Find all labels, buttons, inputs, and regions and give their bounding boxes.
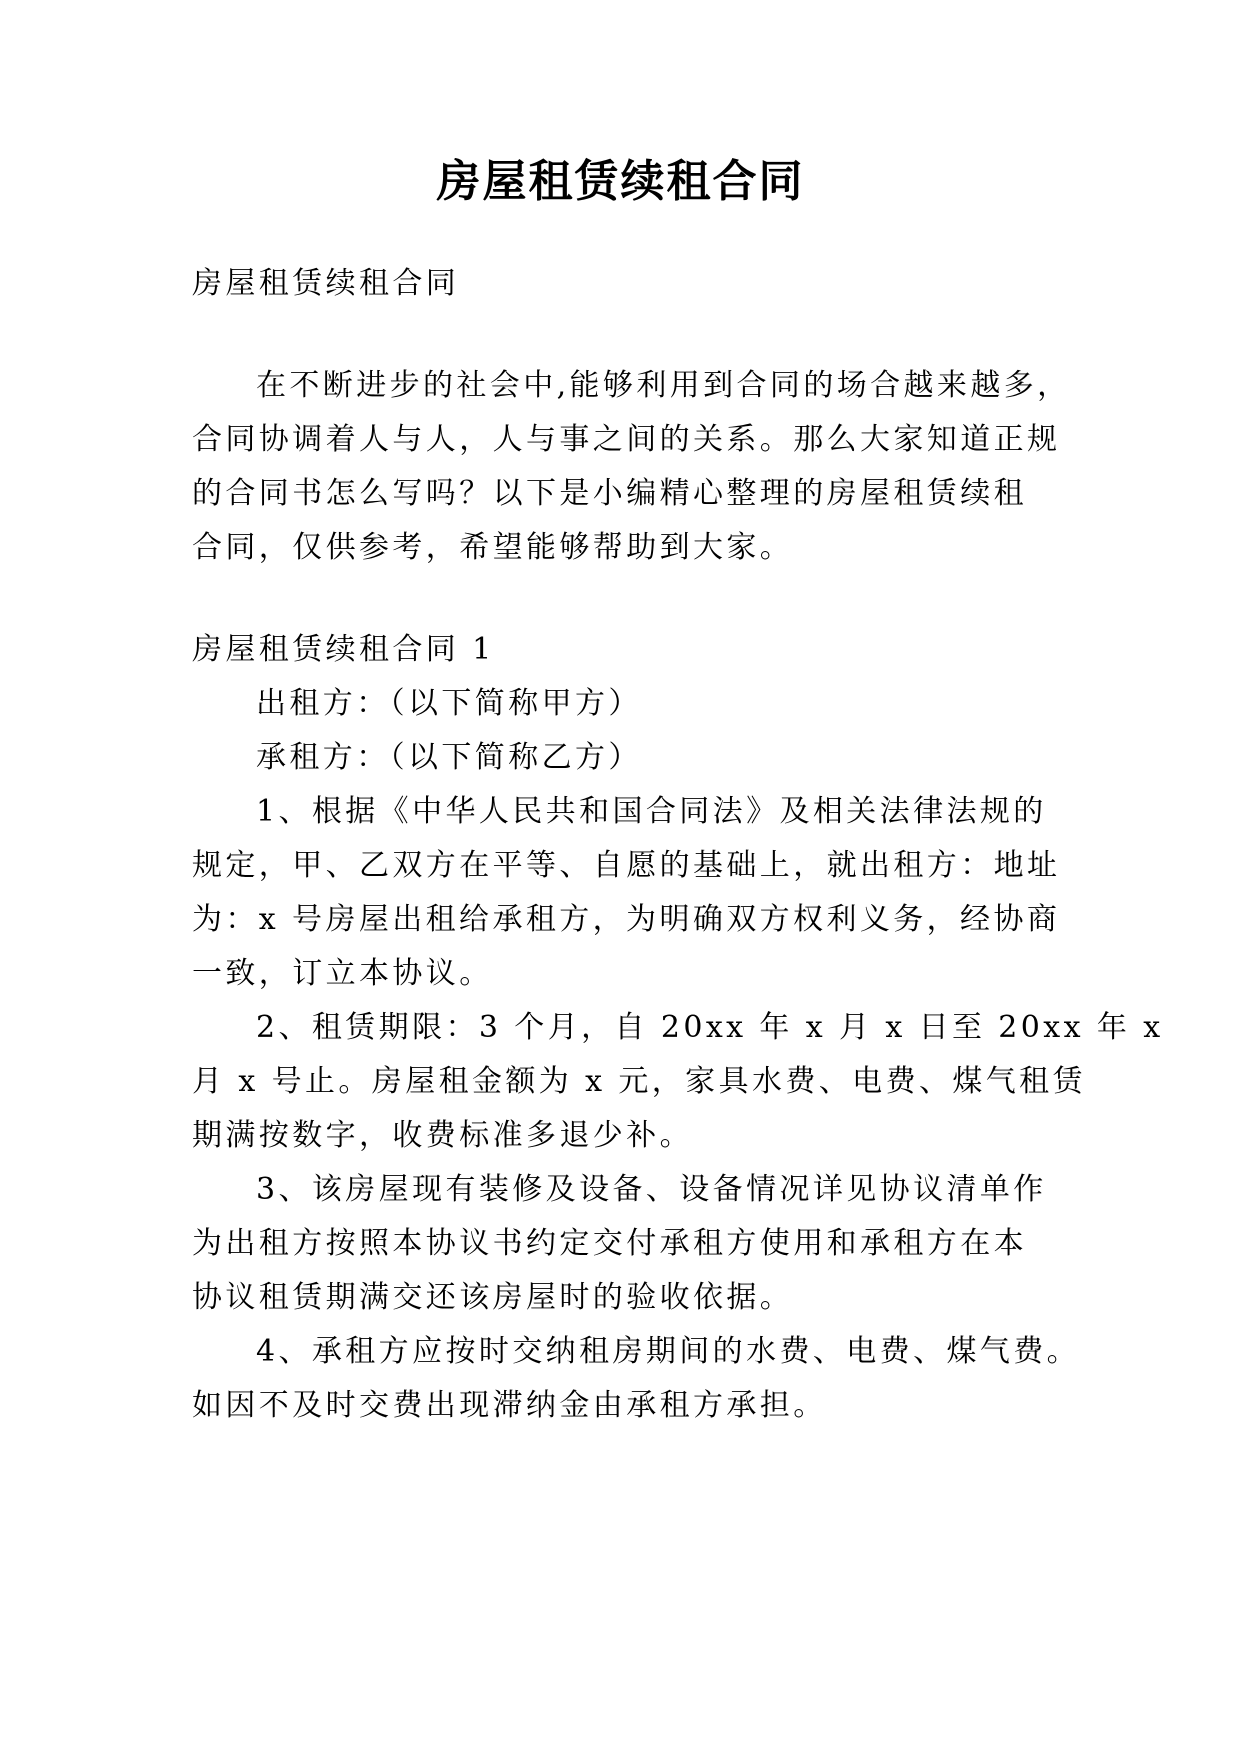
clause-line: 为：x 号房屋出租给承租方，为明确双方权利义务，经协商 [192,902,1061,937]
clause-line: 4、承租方应按时交纳租房期间的水费、电费、煤气费。 [256,1334,1081,1369]
clause-line: 2、租赁期限：3 个月，自 20xx 年 x 月 x 日至 20xx 年 x [256,1010,1164,1045]
document-subtitle: 房屋租赁续租合同 [192,266,460,301]
document-title: 房屋租赁续租合同 [436,156,805,207]
intro-line: 合同，仅供参考，希望能够帮助到大家。 [192,530,794,565]
intro-line: 在不断进步的社会中,能够利用到合同的场合越来越多， [256,368,1071,403]
clause-line: 如因不及时交费出现滞纳金由承租方承担。 [192,1388,827,1423]
clause-line: 月 x 号止。房屋租金额为 x 元，家具水费、电费、煤气租赁 [192,1064,1086,1099]
intro-line: 合同协调着人与人，人与事之间的关系。那么大家知道正规 [192,422,1061,457]
intro-line: 的合同书怎么写吗？以下是小编精心整理的房屋租赁续租 [192,476,1027,511]
clause-line: 1、根据《中华人民共和国合同法》及相关法律法规的 [256,794,1047,829]
clause-line: 一致，订立本协议。 [192,956,493,991]
clause-line: 协议租赁期满交还该房屋时的验收依据。 [192,1280,794,1315]
lessor-line: 出租方：（以下简称甲方） [256,686,642,721]
section-heading: 房屋租赁续租合同 1 [192,632,495,667]
clause-line: 3、该房屋现有装修及设备、设备情况详见协议清单作 [256,1172,1047,1207]
lessee-line: 承租方：（以下简称乙方） [256,740,642,775]
clause-line: 期满按数字，收费标准多退少补。 [192,1118,693,1153]
clause-line: 规定，甲、乙双方在平等、自愿的基础上，就出租方：地址 [192,848,1061,883]
clause-line: 为出租方按照本协议书约定交付承租方使用和承租方在本 [192,1226,1027,1261]
